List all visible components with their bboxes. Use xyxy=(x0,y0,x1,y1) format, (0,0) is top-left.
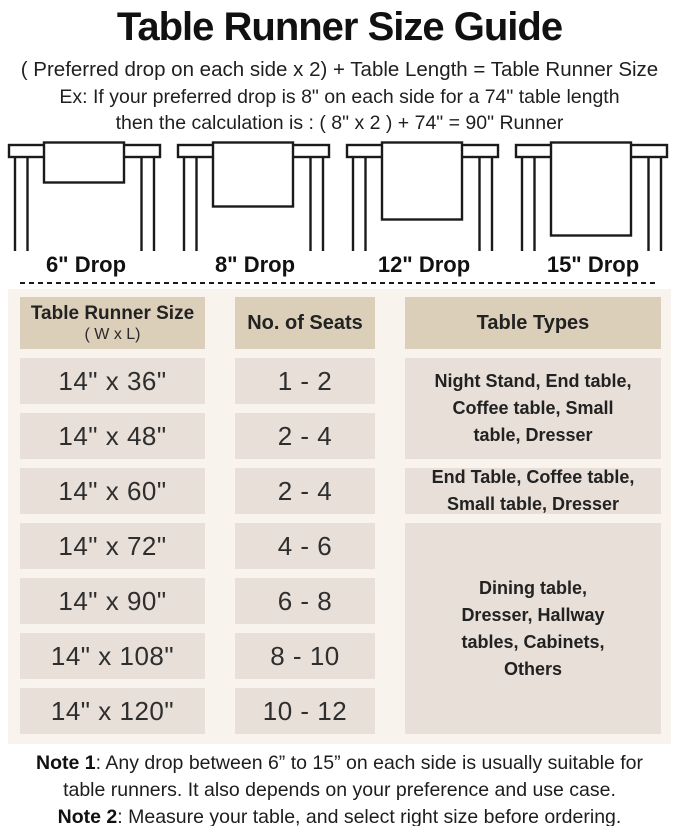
table-row-seats: 2 - 4 xyxy=(235,468,375,514)
table-row-size: 14" x 48" xyxy=(20,413,205,459)
table-drop-12-illustration xyxy=(344,141,504,251)
table-row-seats: 6 - 8 xyxy=(235,578,375,624)
note-1-line-1: Note 1: Any drop between 6” to 15” on each side is usually suitable for xyxy=(35,752,644,774)
drop-label-6: 6" Drop xyxy=(45,252,127,277)
table-row-size: 14" x 36" xyxy=(20,358,205,404)
table-row-size: 14" x 60" xyxy=(20,468,205,514)
column-header-runner-size: Table Runner Size ( W x L) xyxy=(20,297,205,349)
formula-text: ( Preferred drop on each side x 2) + Table Length = Table Runner Size xyxy=(20,58,659,81)
table-drop-15-illustration xyxy=(513,141,673,251)
table-row-size: 14" x 120" xyxy=(20,688,205,734)
note-1-line-2: table runners. It also depends on your preference and use case. xyxy=(63,779,616,801)
drop-labels xyxy=(0,251,679,279)
table-illustrations xyxy=(0,141,679,251)
runner-drape xyxy=(382,143,462,220)
table-types-small-tables: Night Stand, End table, Coffee table, Small table, Dresser xyxy=(405,358,661,459)
note-2-label: Note 2 xyxy=(57,806,118,826)
drop-label-15: 15" Drop xyxy=(546,252,640,277)
example-line-1: Ex: If your preferred drop is 8" on each side for a 74" table length xyxy=(59,86,620,108)
dashed-divider xyxy=(20,282,659,284)
table-row-size: 14" x 72" xyxy=(20,523,205,569)
runner-drape xyxy=(213,143,293,207)
column-header-seats: No. of Seats xyxy=(235,297,375,349)
drop-label-8: 8" Drop xyxy=(214,252,296,277)
table-runner-size-guide xyxy=(0,2,679,826)
table-row-seats: 10 - 12 xyxy=(235,688,375,734)
note-1-label: Note 1 xyxy=(35,752,96,774)
table-row-seats: 8 - 10 xyxy=(235,633,375,679)
drop-label-12: 12" Drop xyxy=(377,252,471,277)
table-types-dining-tables: Dining table, Dresser, Hallway tables, Cabinets, Others xyxy=(405,523,661,734)
table-drop-6-illustration xyxy=(6,141,166,251)
size-guide-table xyxy=(8,289,671,744)
example-line-2: then the calculation is : ( 8" x 2 ) + 74" = 90" Runner xyxy=(115,112,564,134)
page-title: Table Runner Size Guide xyxy=(116,5,563,49)
table-row-size: 14" x 90" xyxy=(20,578,205,624)
note-2-line: Note 2: Measure your table, and select right size before ordering. xyxy=(57,806,622,826)
runner-drape xyxy=(551,143,631,236)
table-row-seats: 2 - 4 xyxy=(235,413,375,459)
column-header-table-types: Table Types xyxy=(405,297,661,349)
table-types-medium-tables: End Table, Coffee table, Small table, Dresser xyxy=(405,468,661,514)
table-row-seats: 1 - 2 xyxy=(235,358,375,404)
table-drop-8-illustration xyxy=(175,141,335,251)
runner-drape xyxy=(44,143,124,183)
footnotes xyxy=(0,750,679,826)
table-row-size: 14" x 108" xyxy=(20,633,205,679)
table-row-seats: 4 - 6 xyxy=(235,523,375,569)
